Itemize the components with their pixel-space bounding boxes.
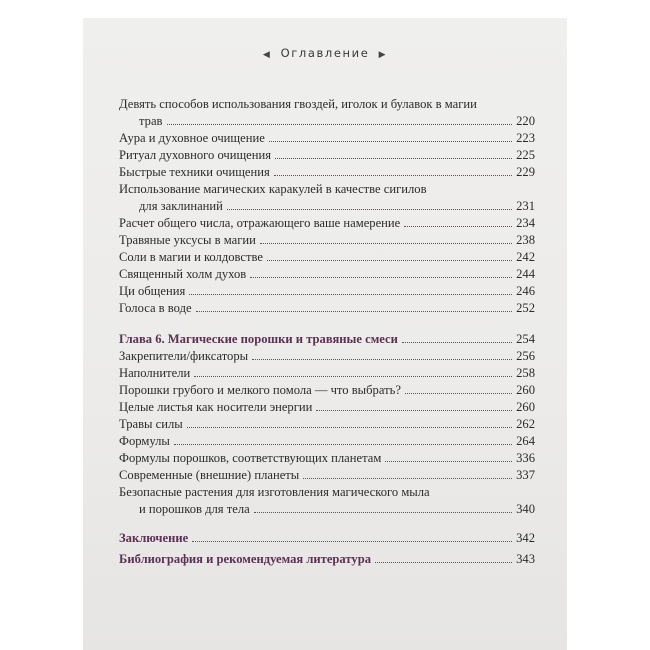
toc-entry — [119, 484, 535, 518]
leader-dots — [405, 393, 512, 394]
spacer — [119, 317, 535, 331]
toc-entry-title-line1: Девять способов использования гвоздей, иголок и булавок в магии — [119, 97, 477, 111]
toc-chapter-title: Библиография и рекомендуемая литература — [119, 552, 372, 566]
toc-entry — [119, 300, 535, 317]
toc-entry-page: 238 — [516, 233, 535, 247]
book-page — [83, 18, 567, 650]
leader-dots — [252, 359, 512, 360]
leader-dots — [167, 124, 513, 125]
toc-entry-title-line1: Безопасные растения для изготовления магического мыла — [119, 485, 430, 499]
toc-entry-title: Травы силы — [119, 417, 183, 431]
table-of-contents — [119, 96, 535, 568]
toc-entry — [119, 215, 535, 232]
leader-dots — [260, 243, 512, 244]
toc-entry — [119, 433, 535, 450]
toc-entry-title: Священный холм духов — [119, 267, 247, 281]
toc-entry — [119, 164, 535, 181]
toc-entry-page: 244 — [516, 267, 535, 281]
leader-dots — [250, 277, 512, 278]
leader-dots — [316, 410, 512, 411]
toc-chapter-heading — [119, 331, 535, 348]
toc-entry — [119, 450, 535, 467]
leader-dots — [275, 158, 512, 159]
toc-entry-page: 225 — [516, 148, 535, 162]
toc-entry-title: Формулы — [119, 434, 170, 448]
toc-header — [83, 46, 567, 60]
toc-entry-title: трав — [139, 114, 163, 128]
toc-entry-page: 220 — [516, 114, 535, 128]
toc-entry-page: 223 — [516, 131, 535, 145]
leader-dots — [174, 444, 512, 445]
toc-entry-page: 343 — [516, 552, 535, 566]
toc-entry — [119, 399, 535, 416]
toc-entry — [119, 249, 535, 266]
toc-entry-title: для заклинаний — [139, 199, 223, 213]
leader-dots — [254, 512, 512, 513]
leader-dots — [189, 294, 512, 295]
toc-entry — [119, 467, 535, 484]
toc-entry-title: Ритуал духовного очищения — [119, 148, 272, 162]
toc-entry-page: 337 — [516, 468, 535, 482]
toc-chapter-title: Заключение — [119, 531, 189, 545]
toc-entry-page: 342 — [516, 531, 535, 545]
toc-entry-page: 258 — [516, 366, 535, 380]
toc-entry-page: 231 — [516, 199, 535, 213]
toc-entry-title: Целые листья как носители энергии — [119, 400, 313, 414]
leader-dots — [375, 562, 512, 563]
right-arrow-icon: ▶ — [378, 50, 388, 60]
toc-entry-title: Наполнители — [119, 366, 191, 380]
toc-entry-page: 260 — [516, 400, 535, 414]
toc-chapter-heading — [119, 530, 535, 547]
toc-entry — [119, 232, 535, 249]
toc-entry-page: 260 — [516, 383, 535, 397]
leader-dots — [196, 311, 513, 312]
toc-entry — [119, 382, 535, 399]
toc-entry-page: 234 — [516, 216, 535, 230]
leader-dots — [402, 342, 512, 343]
toc-entry-title: Соли в магии и колдовстве — [119, 250, 263, 264]
leader-dots — [269, 141, 512, 142]
toc-entry-title: Расчет общего числа, отражающего ваше намерение — [119, 216, 401, 230]
toc-entry — [119, 416, 535, 433]
toc-chapter-title: Глава 6. Магические порошки и травяные смеси — [119, 332, 398, 346]
toc-entry-page: 262 — [516, 417, 535, 431]
toc-entry — [119, 365, 535, 382]
leader-dots — [385, 461, 512, 462]
spacer — [119, 518, 535, 530]
toc-entry-page: 246 — [516, 284, 535, 298]
toc-entry-title: и порошков для тела — [139, 502, 250, 516]
leader-dots — [267, 260, 512, 261]
toc-entry-page: 340 — [516, 502, 535, 516]
leader-dots — [404, 226, 512, 227]
toc-entry-title: Быстрые техники очищения — [119, 165, 270, 179]
left-arrow-icon: ◀ — [262, 50, 272, 60]
toc-entry-page: 256 — [516, 349, 535, 363]
toc-entry — [119, 130, 535, 147]
toc-entry-page: 336 — [516, 451, 535, 465]
toc-entry — [119, 266, 535, 283]
toc-entry-title: Формулы порошков, соответствующих планетам — [119, 451, 382, 465]
toc-entry-title: Современные (внешние) планеты — [119, 468, 300, 482]
toc-entry-page: 264 — [516, 434, 535, 448]
toc-entry — [119, 348, 535, 365]
leader-dots — [227, 209, 512, 210]
toc-chapter-heading — [119, 551, 535, 568]
toc-entry-title: Голоса в воде — [119, 301, 192, 315]
toc-entry — [119, 283, 535, 300]
toc-entry-title: Травяные уксусы в магии — [119, 233, 256, 247]
toc-entry-page: 252 — [516, 301, 535, 315]
toc-entry-page: 229 — [516, 165, 535, 179]
toc-header-title: Оглавление — [280, 46, 370, 60]
toc-entry-page: 242 — [516, 250, 535, 264]
toc-entry — [119, 181, 535, 215]
toc-entry — [119, 147, 535, 164]
toc-entry-title: Аура и духовное очищение — [119, 131, 265, 145]
toc-entry-title: Ци общения — [119, 284, 186, 298]
leader-dots — [187, 427, 512, 428]
toc-entry — [119, 96, 535, 130]
leader-dots — [303, 478, 512, 479]
toc-entry-title-line1: Использование магических каракулей в качестве сигилов — [119, 182, 427, 196]
leader-dots — [192, 541, 512, 542]
toc-entry-title: Закрепители/фиксаторы — [119, 349, 249, 363]
toc-entry-page: 254 — [516, 332, 535, 346]
toc-entry-title: Порошки грубого и мелкого помола — что выбрать? — [119, 383, 401, 397]
leader-dots — [194, 376, 512, 377]
leader-dots — [274, 175, 512, 176]
